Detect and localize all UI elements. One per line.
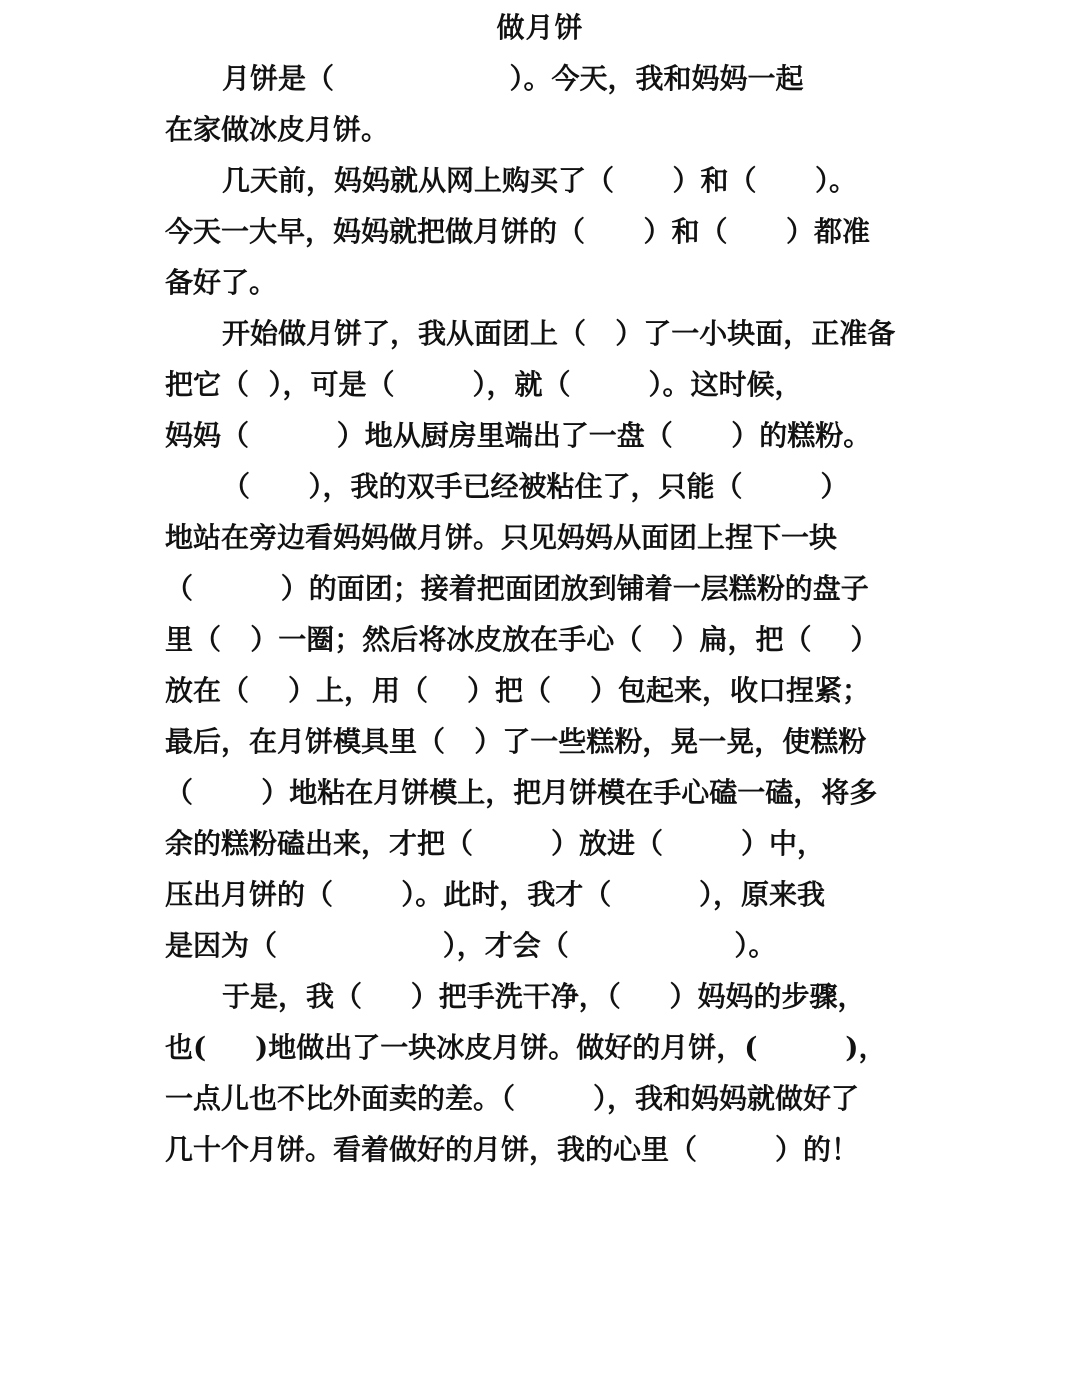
text-line: 备好了。 [165, 266, 278, 299]
text-line: 在家做冰皮月饼。 [165, 113, 390, 146]
text-line: 几十个月饼。看着做好的月饼，我的心里（ ）的！ [165, 1133, 859, 1166]
text-line: 今天一大早，妈妈就把做月饼的（ ）和（ ）都准 [165, 215, 870, 248]
text-line: （ ），我的双手已经被粘住了，只能（ ） [222, 470, 849, 503]
text-line: 也( )地做出了一块冰皮月饼。做好的月饼，( )， [165, 1031, 887, 1064]
text-line: 最后，在月饼模具里（ ）了一些糕粉，晃一晃，使糕粉 [165, 725, 867, 758]
text-line: 放在（ ）上，用（ ）把（ ）包起来，收口捏紧； [165, 674, 870, 707]
text-line: 余的糕粉磕出来，才把（ ）放进（ ）中， [165, 827, 825, 860]
page-title: 做月饼 [496, 11, 584, 44]
text-line: 地站在旁边看妈妈做月饼。只见妈妈从面团上捏下一块 [165, 521, 838, 554]
text-line: 妈妈（ ）地从厨房里端出了一盘（ ）的糕粉。 [165, 419, 872, 452]
text-line: （ ）地粘在月饼模上，把月饼模在手心磕一磕，将多 [165, 776, 878, 809]
text-line: 是因为（ ），才会（ ）。 [165, 929, 777, 962]
text-line: 里（ ）一圈；然后将冰皮放在手心（ ）扁，把（ ） [165, 623, 879, 656]
text-line: 压出月饼的（ ）。此时，我才（ ），原来我 [165, 878, 825, 911]
text-line: 开始做月饼了，我从面团上（ ）了一小块面，正准备 [222, 317, 896, 350]
text-line: 一点儿也不比外面卖的差。（ ），我和妈妈就做好了 [165, 1082, 859, 1115]
text-line: （ ）的面团；接着把面团放到铺着一层糕粉的盘子 [165, 572, 869, 605]
text-line: 把它（ ），可是（ ），就（ ）。这时候， [165, 368, 803, 401]
text-line: 于是，我（ ）把手洗干净，（ ）妈妈的步骤， [222, 980, 866, 1013]
text-line: 几天前，妈妈就从网上购买了（ ）和（ ）。 [222, 164, 857, 197]
text-line: 月饼是（ ）。今天，我和妈妈一起 [222, 62, 804, 95]
